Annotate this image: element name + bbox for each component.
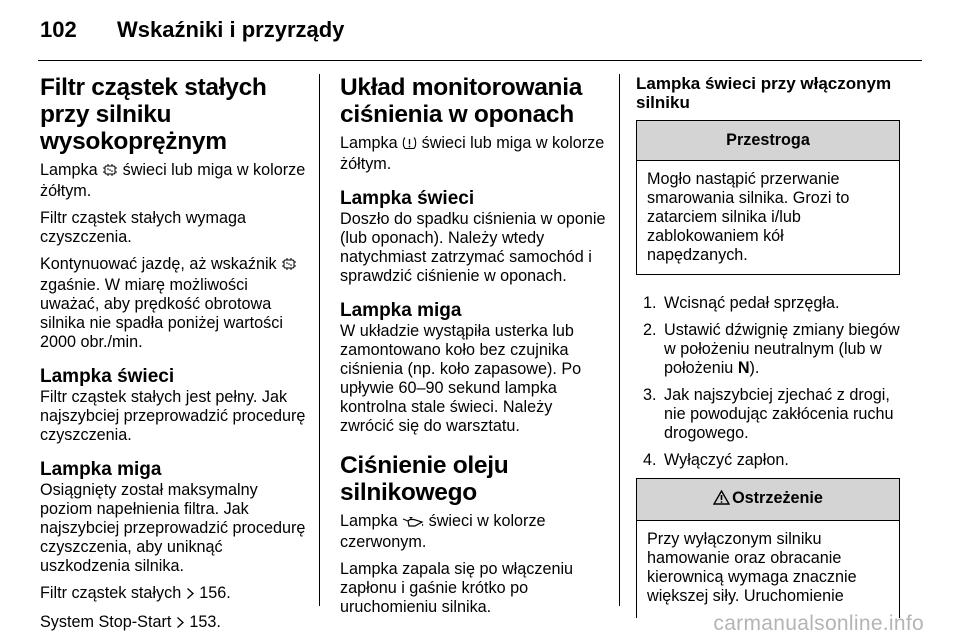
dpf-p3-after: zgaśnie. W miarę możliwości uważać, aby prędkość obrotowa silnika nie spadła poniżej wartości 2000 obr./min. (40, 276, 283, 351)
steps-list (636, 294, 900, 470)
list-item (636, 451, 900, 470)
step-number: 2. (643, 321, 657, 339)
list-item (636, 386, 900, 443)
header-divider (38, 60, 922, 61)
oil-intro (340, 512, 610, 552)
watermark: carmanualsonline.info (713, 612, 924, 635)
dpf-intro-before: Lampka (40, 161, 98, 179)
warning-title (637, 479, 899, 521)
caution-box (636, 120, 900, 275)
reference-dpf-label: Filtr cząstek stałych (40, 584, 182, 602)
column-3 (636, 74, 900, 618)
tpms-flash-text: W układzie wystąpiła usterka lub zamontowano koło bez czujnika ciśnienia (np. koło zapasowe). Po upływie 60–90 sekund lampka kontrolna stale świeci. Należy zwrócić się do warsztatu. (340, 322, 582, 435)
dpf-p2: Filtr cząstek stałych wymaga czyszczenia. (40, 209, 246, 246)
caution-title: Przestroga (637, 121, 899, 161)
diesel-particulate-filter-icon (281, 257, 297, 276)
step-number: 1. (643, 294, 657, 312)
reference-dpf[interactable] (40, 584, 310, 605)
tpms-on-text: Doszło do spadku ciśnienia w oponie (lub oponach). Należy wtedy natychmiast zatrzymać samochód i sprawdzić ciśnienie w oponach. (340, 210, 606, 285)
oil-intro-after: świeci w kolorze czerwonym. (340, 512, 546, 551)
list-item (636, 294, 900, 313)
dpf-p3-before: Kontynuować jazdę, aż wskaźnik (40, 255, 277, 273)
diesel-particulate-filter-icon (102, 163, 118, 182)
warning-box (636, 478, 900, 618)
step-text: Wcisnąć pedał sprzęgła. (664, 294, 840, 312)
step-text-end: ). (749, 359, 760, 377)
dpf-flash-text: Osiągnięty został maksymalny poziom napełnienia filtra. Jak najszybciej przeprowadzić procedurę czyszczenia, aby uniknąć uszkodzenia silnika. (40, 481, 306, 575)
reference-arrow-icon (176, 615, 185, 634)
dpf-on-text: Filtr cząstek stałych jest pełny. Jak najszybciej przeprowadzić procedurę czyszczenia. (40, 388, 306, 444)
column-divider-2 (619, 74, 620, 606)
gear-neutral-label: N (737, 359, 750, 377)
reference-stop-start-page: 153. (189, 613, 221, 631)
step-text: Wyłączyć zapłon. (664, 451, 789, 469)
oil-can-icon (402, 514, 424, 533)
heading-lamp-flash: Lampka miga (40, 459, 162, 480)
reference-stop-start-label: System Stop-Start (40, 613, 172, 631)
tire-pressure-icon (402, 136, 417, 155)
warning-body (637, 521, 899, 618)
step-text: Ustawić dźwignię zmiany biegów w położeniu neutralnym (lub w położeniu (664, 321, 900, 377)
reference-dpf-page: 156. (199, 584, 231, 602)
warning-text: Przy wyłączonym silniku hamowanie oraz obracanie kierownicą wymaga znacznie większej siły. Uruchomienie (647, 530, 857, 605)
section-title-oil-pressure: Ciśnienie oleju silnikowego (340, 452, 509, 506)
dpf-p3 (40, 255, 310, 352)
page-header-title: Wskaźniki i przyrządy (117, 17, 345, 42)
reference-arrow-icon (186, 586, 195, 605)
column-2 (340, 74, 610, 625)
column-divider-1 (319, 74, 320, 606)
step-text: Jak najszybciej zjechać z drogi, nie powodując zakłócenia ruchu drogowego. (664, 386, 894, 442)
dpf-intro-after: świeci lub miga w kolorze żółtym. (40, 161, 306, 200)
warning-title-text: Ostrzeżenie (732, 489, 823, 507)
column-1 (40, 74, 310, 642)
reference-stop-start[interactable] (40, 613, 310, 634)
caution-text: Mogło nastąpić przerwanie smarowania silnika. Grozi to zatarciem silnika i/lub zablokowaniem kół napędzanych. (647, 170, 850, 264)
heading-lamp-on: Lampka świeci (40, 366, 175, 387)
list-item (636, 321, 900, 378)
section-title-dpf: Filtr cząstek stałych przy silniku wysokoprężnym (40, 74, 267, 155)
warning-triangle-icon (713, 490, 730, 510)
page-number: 102 (40, 17, 77, 42)
section-title-oil-engine-running: Lampka świeci przy włączonym silniku (636, 74, 892, 112)
tpms-intro-after: świeci lub miga w kolorze żółtym. (340, 134, 605, 173)
step-number: 3. (643, 386, 657, 404)
dpf-intro (40, 161, 310, 201)
oil-p3: Lampka zapala się po włączeniu zapłonu i gaśnie krótko po uruchomieniu silnika. (340, 560, 574, 616)
tpms-intro-before: Lampka (340, 134, 398, 152)
step-number: 4. (643, 451, 657, 469)
heading-tpms-flash: Lampka miga (340, 300, 462, 321)
heading-tpms-on: Lampka świeci (340, 188, 475, 209)
section-title-tpms: Układ monitorowania ciśnienia w oponach (340, 74, 583, 128)
tpms-intro (340, 134, 610, 174)
caution-body (637, 161, 899, 274)
oil-intro-before: Lampka (340, 512, 398, 530)
